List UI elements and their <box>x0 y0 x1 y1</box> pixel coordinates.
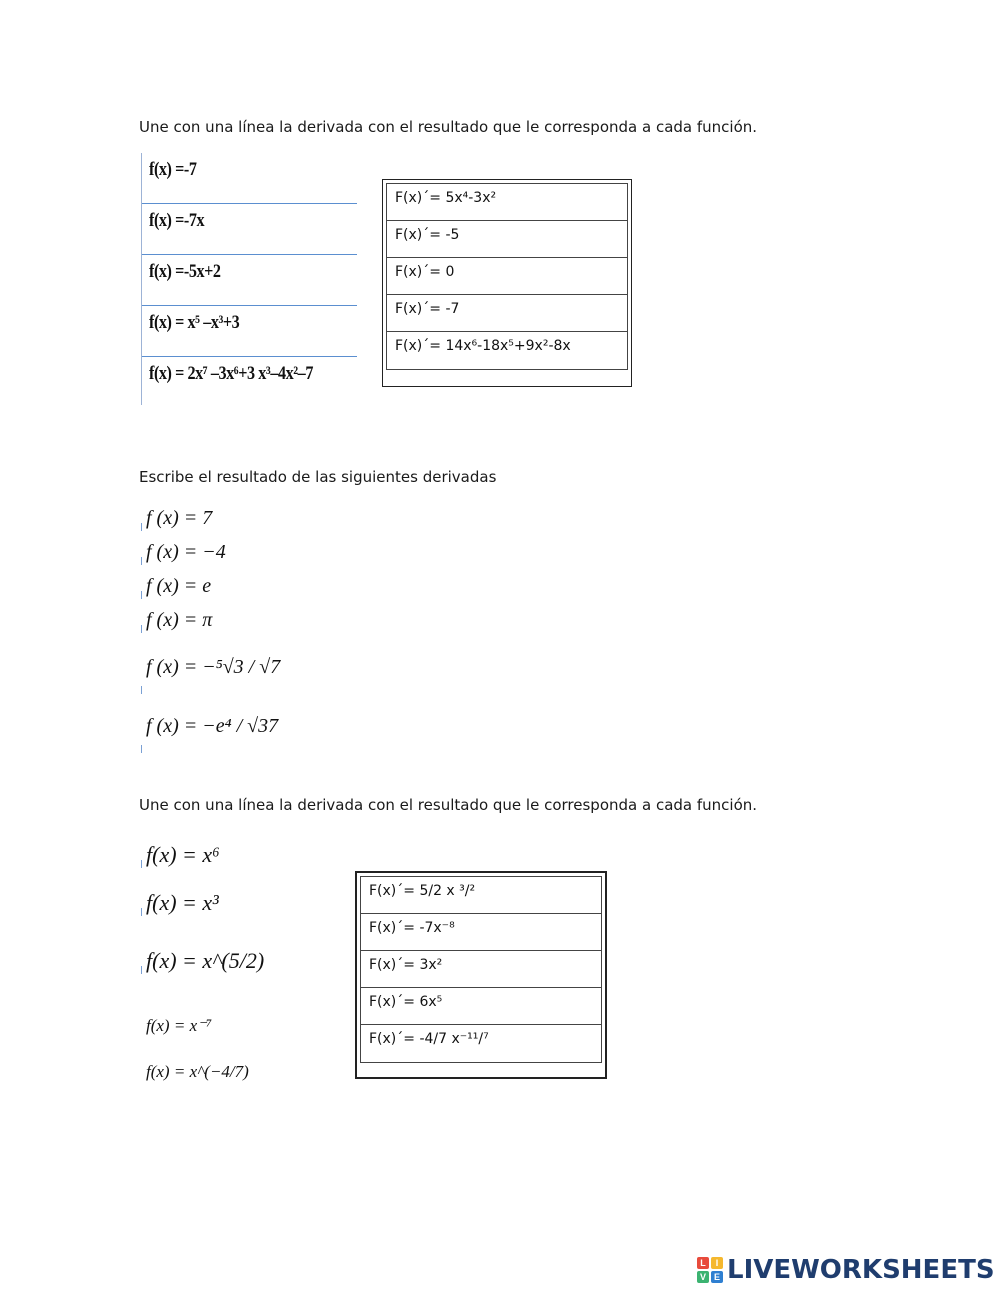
answer-option[interactable]: F(x)´= 6x⁵ <box>361 988 601 1025</box>
logo-tile: V <box>697 1271 709 1283</box>
function-label: f(x) = x⁵ –x³+3 <box>149 312 240 333</box>
answer-option[interactable]: F(x)´= 0 <box>387 258 627 295</box>
answer-table-1 <box>386 183 628 370</box>
marker <box>141 745 142 753</box>
instruction-1: Une con una línea la derivada con el resultado que le corresponda a cada función. <box>139 118 758 136</box>
function-problem: f(x) = x³ <box>146 890 219 915</box>
liveworksheets-logo <box>697 1255 995 1285</box>
answer-option[interactable]: F(x)´= 5x⁴-3x² <box>387 184 627 221</box>
answer-box-1 <box>382 179 632 387</box>
function-row <box>142 306 357 357</box>
logo-text: LIVEWORKSHEETS <box>727 1255 995 1285</box>
derivative-problem: f (x) = −4 <box>146 541 226 563</box>
derivative-problem: f (x) = 7 <box>146 507 213 529</box>
derivative-problem: f (x) = π <box>146 609 213 631</box>
function-row <box>142 153 357 204</box>
logo-tile: I <box>711 1257 723 1269</box>
instruction-3: Une con una línea la derivada con el resultado que le corresponda a cada función. <box>139 796 758 814</box>
function-label: f(x) = 2x⁷ –3x⁶+3 x³–4x²–7 <box>149 363 313 384</box>
function-problem: f(x) = x^(5/2) <box>146 948 265 973</box>
marker <box>141 591 142 599</box>
instruction-2: Escribe el resultado de las siguientes derivadas <box>139 468 497 486</box>
derivative-problem: f (x) = e <box>146 575 212 597</box>
function-row <box>142 357 357 408</box>
answer-option[interactable]: F(x)´= -7 <box>387 295 627 332</box>
marker <box>141 860 142 868</box>
derivative-problem: f (x) = −e⁴ / √37 <box>146 715 279 737</box>
derivative-problem: f (x) = −⁵√3 / √7 <box>146 656 281 678</box>
function-table-1 <box>141 153 357 405</box>
function-problem: f(x) = x⁶ <box>146 842 220 867</box>
answer-option[interactable]: F(x)´= -7x⁻⁸ <box>361 914 601 951</box>
logo-tile: L <box>697 1257 709 1269</box>
function-label: f(x) =-7x <box>149 210 205 231</box>
function-row <box>142 204 357 255</box>
answer-table-3 <box>360 876 602 1063</box>
logo-mark-icon <box>697 1257 723 1283</box>
answer-option[interactable]: F(x)´= 3x² <box>361 951 601 988</box>
answer-option[interactable]: F(x)´= 14x⁶-18x⁵+9x²-8x <box>395 338 571 354</box>
answer-option[interactable]: F(x)´= -4/7 x⁻¹¹/⁷ <box>369 1031 489 1047</box>
function-label: f(x) =-7 <box>149 159 197 180</box>
logo-tile: E <box>711 1271 723 1283</box>
function-problem: f(x) = x⁻⁷ <box>146 1016 212 1035</box>
marker <box>141 908 142 916</box>
marker <box>141 557 142 565</box>
marker <box>141 523 142 531</box>
answer-box-3 <box>355 871 607 1079</box>
function-problem: f(x) = x^(−4/7) <box>146 1062 249 1081</box>
marker <box>141 625 142 633</box>
function-label: f(x) =-5x+2 <box>149 261 221 282</box>
marker <box>141 966 142 974</box>
function-row <box>142 255 357 306</box>
answer-option[interactable]: F(x)´= -5 <box>387 221 627 258</box>
marker <box>141 686 142 694</box>
answer-option[interactable]: F(x)´= 5/2 x ³/² <box>361 877 601 914</box>
